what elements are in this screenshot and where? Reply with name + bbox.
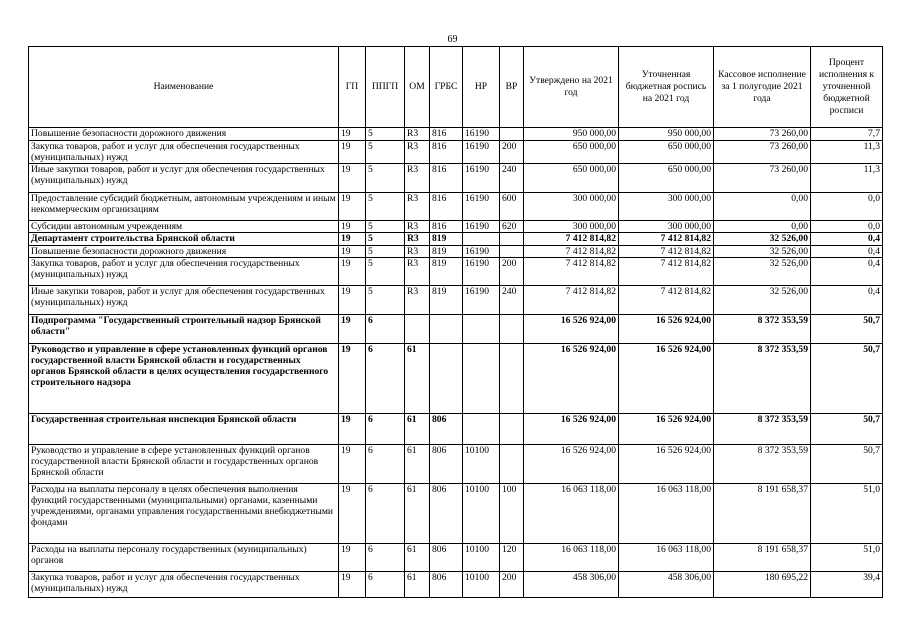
cell-nr: 16190 [463, 258, 500, 286]
cell-cash: 8 372 353,59 [714, 344, 811, 414]
cell-name: Подпрограмма "Государственный строительный надзор Брянской области" [29, 315, 339, 344]
cell-grbs: 819 [430, 233, 463, 246]
cell-nr: 10100 [463, 484, 500, 544]
cell-percent: 50,7 [811, 445, 883, 484]
cell-gp: 19 [339, 164, 366, 193]
cell-ppgp: 6 [366, 445, 405, 484]
cell-nr: 16190 [463, 286, 500, 315]
cell-om: R3 [405, 128, 430, 141]
table-body [29, 128, 883, 598]
cell-cash: 73 260,00 [714, 164, 811, 193]
cell-cash: 8 372 353,59 [714, 445, 811, 484]
cell-percent: 50,7 [811, 414, 883, 445]
cell-refined: 650 000,00 [619, 164, 714, 193]
cell-cash: 0,00 [714, 193, 811, 221]
cell-name: Повышение безопасности дорожного движения [29, 128, 339, 141]
cell-grbs: 806 [430, 572, 463, 598]
cell-gp: 19 [339, 233, 366, 246]
cell-ppgp: 5 [366, 286, 405, 315]
cell-gp: 19 [339, 572, 366, 598]
header-cash: Кассовое исполнение за 1 полугодие 2021 года [714, 47, 811, 128]
cell-refined: 300 000,00 [619, 221, 714, 233]
cell-grbs: 816 [430, 128, 463, 141]
cell-cash: 0,00 [714, 221, 811, 233]
cell-gp: 19 [339, 344, 366, 414]
cell-gp: 19 [339, 445, 366, 484]
cell-ppgp: 6 [366, 484, 405, 544]
cell-percent: 7,7 [811, 128, 883, 141]
cell-om: 61 [405, 544, 430, 572]
cell-nr: 16190 [463, 193, 500, 221]
cell-om: 61 [405, 414, 430, 445]
cell-gp: 19 [339, 246, 366, 258]
cell-ppgp: 6 [366, 572, 405, 598]
cell-ppgp: 6 [366, 414, 405, 445]
cell-om: R3 [405, 141, 430, 164]
cell-vr: 200 [500, 572, 524, 598]
cell-cash: 73 260,00 [714, 141, 811, 164]
cell-ppgp: 5 [366, 258, 405, 286]
cell-refined: 7 412 814,82 [619, 286, 714, 315]
cell-grbs [430, 315, 463, 344]
cell-refined: 650 000,00 [619, 141, 714, 164]
cell-grbs: 806 [430, 484, 463, 544]
cell-vr: 600 [500, 193, 524, 221]
cell-nr [463, 414, 500, 445]
table-row [29, 246, 883, 258]
cell-approved: 16 526 924,00 [524, 445, 619, 484]
cell-nr: 16190 [463, 221, 500, 233]
cell-approved: 7 412 814,82 [524, 246, 619, 258]
cell-refined: 16 526 924,00 [619, 344, 714, 414]
cell-name: Руководство и управление в сфере установленных функций органов государственной власти Брянской области и государственных органов Брянской области [29, 445, 339, 484]
cell-om: 61 [405, 484, 430, 544]
cell-cash: 8 372 353,59 [714, 315, 811, 344]
header-gp: ГП [339, 47, 366, 128]
cell-cash: 32 526,00 [714, 286, 811, 315]
cell-ppgp: 5 [366, 128, 405, 141]
cell-percent: 11,3 [811, 164, 883, 193]
cell-ppgp: 5 [366, 246, 405, 258]
cell-vr [500, 344, 524, 414]
cell-approved: 950 000,00 [524, 128, 619, 141]
cell-refined: 16 526 924,00 [619, 445, 714, 484]
header-om: ОМ [405, 47, 430, 128]
cell-cash: 8 372 353,59 [714, 414, 811, 445]
cell-nr [463, 315, 500, 344]
table-row [29, 484, 883, 544]
table-row [29, 221, 883, 233]
cell-name: Департамент строительства Брянской области [29, 233, 339, 246]
budget-table [28, 46, 883, 598]
cell-gp: 19 [339, 193, 366, 221]
cell-vr [500, 233, 524, 246]
table-row [29, 286, 883, 315]
cell-nr: 16190 [463, 128, 500, 141]
page-number: 69 [447, 34, 458, 45]
cell-name: Закупка товаров, работ и услуг для обеспечения государственных (муниципальных) нужд [29, 141, 339, 164]
cell-vr: 120 [500, 544, 524, 572]
cell-cash: 180 695,22 [714, 572, 811, 598]
cell-vr [500, 445, 524, 484]
header-refined: Уточненная бюджетная роспись на 2021 год [619, 47, 714, 128]
cell-gp: 19 [339, 315, 366, 344]
cell-nr: 10100 [463, 572, 500, 598]
cell-percent: 39,4 [811, 572, 883, 598]
table-row [29, 544, 883, 572]
cell-refined: 16 526 924,00 [619, 315, 714, 344]
cell-nr: 16190 [463, 141, 500, 164]
cell-approved: 16 063 118,00 [524, 484, 619, 544]
header-vr: ВР [500, 47, 524, 128]
cell-grbs: 816 [430, 141, 463, 164]
table-row [29, 572, 883, 598]
cell-om: R3 [405, 193, 430, 221]
cell-ppgp: 6 [366, 344, 405, 414]
cell-approved: 458 306,00 [524, 572, 619, 598]
cell-cash: 8 191 658,37 [714, 544, 811, 572]
cell-grbs: 816 [430, 193, 463, 221]
cell-name: Государственная строительная инспекция Брянской области [29, 414, 339, 445]
cell-om: R3 [405, 221, 430, 233]
cell-om: R3 [405, 233, 430, 246]
cell-ppgp: 5 [366, 233, 405, 246]
cell-grbs: 816 [430, 164, 463, 193]
cell-name: Предоставление субсидий бюджетным, автономным учреждениям и иным некоммерческим организациям [29, 193, 339, 221]
cell-refined: 458 306,00 [619, 572, 714, 598]
cell-ppgp: 5 [366, 141, 405, 164]
cell-cash: 32 526,00 [714, 258, 811, 286]
table-row [29, 193, 883, 221]
cell-approved: 16 063 118,00 [524, 544, 619, 572]
cell-refined: 16 063 118,00 [619, 544, 714, 572]
table-row [29, 128, 883, 141]
cell-nr: 10100 [463, 544, 500, 572]
cell-refined: 7 412 814,82 [619, 246, 714, 258]
cell-grbs: 819 [430, 258, 463, 286]
cell-refined: 7 412 814,82 [619, 233, 714, 246]
cell-gp: 19 [339, 414, 366, 445]
cell-approved: 300 000,00 [524, 221, 619, 233]
cell-percent: 51,0 [811, 544, 883, 572]
cell-om: R3 [405, 164, 430, 193]
cell-name: Закупка товаров, работ и услуг для обеспечения государственных (муниципальных) нужд [29, 572, 339, 598]
cell-ppgp: 6 [366, 315, 405, 344]
cell-nr: 16190 [463, 164, 500, 193]
cell-name: Повышение безопасности дорожного движения [29, 246, 339, 258]
cell-name: Иные закупки товаров, работ и услуг для обеспечения государственных (муниципальных) нужд [29, 286, 339, 315]
cell-nr: 10100 [463, 445, 500, 484]
cell-gp: 19 [339, 141, 366, 164]
cell-percent: 50,7 [811, 344, 883, 414]
cell-refined: 950 000,00 [619, 128, 714, 141]
cell-nr [463, 233, 500, 246]
cell-om: R3 [405, 246, 430, 258]
cell-approved: 16 526 924,00 [524, 414, 619, 445]
cell-grbs: 806 [430, 544, 463, 572]
cell-om [405, 315, 430, 344]
cell-ppgp: 5 [366, 221, 405, 233]
cell-cash: 32 526,00 [714, 233, 811, 246]
cell-approved: 650 000,00 [524, 141, 619, 164]
table-row [29, 344, 883, 414]
cell-approved: 650 000,00 [524, 164, 619, 193]
cell-name: Расходы на выплаты персоналу в целях обеспечения выполнения функций государственными (муниципальными) органами, казенными учреждениями, органами управления государственными внебюджетными фондами [29, 484, 339, 544]
cell-percent: 0,4 [811, 286, 883, 315]
cell-approved: 7 412 814,82 [524, 258, 619, 286]
cell-approved: 300 000,00 [524, 193, 619, 221]
cell-approved: 16 526 924,00 [524, 344, 619, 414]
cell-approved: 7 412 814,82 [524, 286, 619, 315]
cell-om: R3 [405, 286, 430, 315]
cell-refined: 300 000,00 [619, 193, 714, 221]
cell-vr [500, 128, 524, 141]
cell-percent: 50,7 [811, 315, 883, 344]
cell-grbs [430, 344, 463, 414]
cell-ppgp: 5 [366, 164, 405, 193]
table-row [29, 141, 883, 164]
cell-om: 61 [405, 344, 430, 414]
header-percent: Процент исполнения к уточненной бюджетной росписи [811, 47, 883, 128]
cell-grbs: 806 [430, 414, 463, 445]
cell-om: 61 [405, 445, 430, 484]
cell-grbs: 819 [430, 246, 463, 258]
cell-vr: 200 [500, 258, 524, 286]
cell-name: Иные закупки товаров, работ и услуг для обеспечения государственных (муниципальных) нужд [29, 164, 339, 193]
cell-om: 61 [405, 572, 430, 598]
cell-ppgp: 5 [366, 193, 405, 221]
table-row [29, 414, 883, 445]
table-row [29, 315, 883, 344]
cell-vr: 240 [500, 164, 524, 193]
cell-grbs: 806 [430, 445, 463, 484]
cell-refined: 16 526 924,00 [619, 414, 714, 445]
header-ppgp: ППГП [366, 47, 405, 128]
cell-cash: 73 260,00 [714, 128, 811, 141]
cell-gp: 19 [339, 544, 366, 572]
header-grbs: ГРБС [430, 47, 463, 128]
cell-gp: 19 [339, 286, 366, 315]
cell-percent: 0,0 [811, 221, 883, 233]
cell-gp: 19 [339, 221, 366, 233]
cell-percent: 0,4 [811, 233, 883, 246]
cell-nr [463, 344, 500, 414]
header-nr: НР [463, 47, 500, 128]
header-name: Наименование [29, 47, 339, 128]
cell-name: Субсидии автономным учреждениям [29, 221, 339, 233]
cell-refined: 16 063 118,00 [619, 484, 714, 544]
cell-vr: 240 [500, 286, 524, 315]
table-header-row [29, 47, 883, 128]
cell-vr: 100 [500, 484, 524, 544]
cell-om: R3 [405, 258, 430, 286]
cell-name: Закупка товаров, работ и услуг для обеспечения государственных (муниципальных) нужд [29, 258, 339, 286]
cell-cash: 8 191 658,37 [714, 484, 811, 544]
cell-cash: 32 526,00 [714, 246, 811, 258]
cell-vr [500, 246, 524, 258]
cell-name: Расходы на выплаты персоналу государственных (муниципальных) органов [29, 544, 339, 572]
cell-vr: 620 [500, 221, 524, 233]
table-row [29, 258, 883, 286]
cell-vr [500, 315, 524, 344]
cell-nr: 16190 [463, 246, 500, 258]
cell-percent: 0,4 [811, 246, 883, 258]
table-row [29, 233, 883, 246]
cell-vr [500, 414, 524, 445]
cell-grbs: 816 [430, 221, 463, 233]
cell-percent: 51,0 [811, 484, 883, 544]
cell-ppgp: 6 [366, 544, 405, 572]
cell-gp: 19 [339, 128, 366, 141]
header-approved: Утверждено на 2021 год [524, 47, 619, 128]
table-row [29, 445, 883, 484]
table-row [29, 164, 883, 193]
cell-gp: 19 [339, 484, 366, 544]
cell-name: Руководство и управление в сфере установленных функций органов государственной власти Брянской области и государственных органов Брянской области в целях осуществления государственного строительного надзора [29, 344, 339, 414]
cell-approved: 7 412 814,82 [524, 233, 619, 246]
cell-percent: 11,3 [811, 141, 883, 164]
cell-percent: 0,0 [811, 193, 883, 221]
cell-approved: 16 526 924,00 [524, 315, 619, 344]
cell-gp: 19 [339, 258, 366, 286]
cell-refined: 7 412 814,82 [619, 258, 714, 286]
cell-percent: 0,4 [811, 258, 883, 286]
cell-grbs: 819 [430, 286, 463, 315]
cell-vr: 200 [500, 141, 524, 164]
